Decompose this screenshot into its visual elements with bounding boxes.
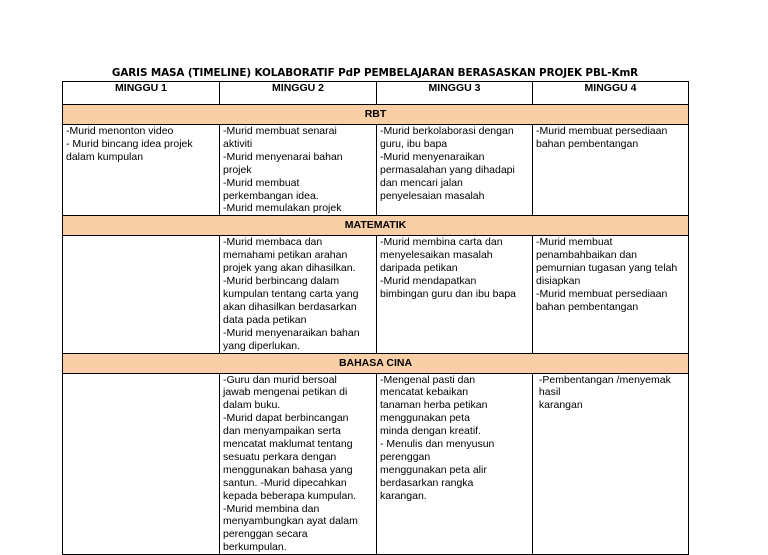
rbt-minggu-2: [220, 125, 377, 216]
bahasa-cina-minggu-2: [220, 373, 377, 555]
cell-text-line: projek: [223, 163, 252, 176]
cell-text-line: karangan.: [380, 489, 427, 502]
bahasa-cina-minggu-4: [533, 373, 689, 555]
cell-text-line: -Murid menyenaraikan: [380, 150, 485, 163]
cell-text-line: mencatat kebaikan: [380, 386, 469, 399]
cell-text-line: - Menulis dan menyusun: [380, 438, 495, 451]
cell-text-line: -Murid membuat persediaan: [536, 125, 668, 137]
cell-text-line: menggunakan peta: [380, 412, 470, 425]
cell-text-line: berkumpulan.: [223, 541, 287, 554]
cell-text-line: -Murid membuat persediaan: [536, 287, 668, 300]
cell-text-line: -Murid menyenarai bahan: [223, 150, 343, 163]
cell-text-line: -Mengenal pasti dan: [380, 373, 476, 386]
cell-text-line: -Murid membaca dan: [223, 236, 323, 249]
cell-text-line: mencatat maklumat tentang: [223, 438, 353, 451]
cell-text-line: dan menyampaikan serta: [223, 425, 341, 438]
cell-text-line: kepada beberapa kumpulan.: [223, 489, 357, 502]
content-row-bahasa-cina: [63, 373, 689, 555]
cell-text-line: yang diperlukan.: [223, 339, 301, 352]
matematik-minggu-3: [377, 236, 533, 353]
header-minggu-2: MINGGU 2: [220, 82, 377, 105]
section-label-bahasa-cina: BAHASA CINA: [63, 353, 689, 373]
timeline-table: [62, 81, 689, 555]
cell-text-line: perenggan secara: [223, 528, 308, 541]
cell-text-line: karangan: [536, 399, 583, 412]
cell-text-line: bimbingan guru dan ibu bapa: [380, 287, 517, 300]
cell-text-line: -Murid dapat berbincangan: [223, 412, 349, 425]
cell-text-line: - Murid bincang idea projek: [66, 137, 193, 150]
cell-text-line: permasalahan yang dihadapi: [380, 163, 515, 176]
cell-text-line: -Murid menonton video: [66, 125, 174, 137]
header-row: [63, 82, 689, 105]
cell-text-line: data pada petikan: [223, 313, 307, 326]
cell-text-line: tanaman herba petikan: [380, 399, 488, 412]
section-row-rbt: [63, 105, 689, 125]
cell-text-line: minda dengan kreatif.: [380, 425, 481, 438]
cell-text-line: -Murid membuat: [536, 236, 613, 249]
cell-text-line: penambahbaikan dan: [536, 249, 638, 262]
cell-text-line: bahan pembentangan: [536, 300, 639, 313]
cell-text-line: disiapkan: [536, 275, 581, 288]
cell-text-line: -Murid memulakan projek: [223, 202, 342, 215]
cell-text-line: dalam kumpulan: [66, 150, 144, 163]
cell-text-line: berdasarkan rangka: [380, 476, 474, 489]
cell-text-line: -Murid membuat: [223, 176, 300, 189]
cell-text-line: hasil: [536, 386, 561, 399]
cell-text-line: sesuatu perkara dengan: [223, 450, 337, 463]
section-label-rbt: RBT: [63, 105, 689, 125]
cell-text-line: kumpulan tentang carta yang: [223, 287, 359, 300]
header-minggu-4: MINGGU 4: [533, 82, 689, 105]
matematik-minggu-1: [63, 236, 220, 353]
header-minggu-3: MINGGU 3: [377, 82, 533, 105]
cell-text-line: -Murid membina dan: [223, 502, 320, 515]
rbt-minggu-1: [63, 125, 220, 216]
cell-text-line: perkembangan idea.: [223, 189, 319, 202]
cell-text-line: -Murid membuat senarai: [223, 125, 337, 137]
matematik-minggu-4: [533, 236, 689, 353]
cell-text-line: dalam buku.: [223, 399, 281, 412]
cell-text-line: guru, ibu bapa: [380, 137, 448, 150]
document-title: GARIS MASA (TIMELINE) KOLABORATIF PdP PEMBELAJARAN BERASASKAN PROJEK PBL-KmR: [111, 67, 639, 79]
cell-text-line: -Murid membina carta dan: [380, 236, 503, 249]
cell-text-line: -Guru dan murid bersoal: [223, 373, 337, 386]
cell-text-line: projek yang akan dihasilkan.: [223, 262, 356, 275]
cell-text-line: akan dihasilkan berdasarkan: [223, 300, 357, 313]
section-row-bahasa-cina: [63, 353, 689, 373]
cell-text-line: -Murid mendapatkan: [380, 275, 477, 288]
cell-text-line: jawab mengenai petikan di: [223, 386, 348, 399]
cell-text-line: -Pembentangan /menyemak: [536, 373, 671, 386]
rbt-minggu-4: [533, 125, 689, 216]
section-row-matematik: [63, 216, 689, 236]
cell-text-line: menyambungkan ayat dalam: [223, 515, 358, 528]
cell-text-line: santun. -Murid dipecahkan: [223, 476, 347, 489]
cell-text-line: aktiviti: [223, 137, 253, 150]
cell-text-line: -Murid berkolaborasi dengan: [380, 125, 514, 137]
cell-text-line: perenggan: [380, 450, 431, 463]
rbt-minggu-3: [377, 125, 533, 216]
bahasa-cina-minggu-3: [377, 373, 533, 555]
cell-text-line: pemurnian tugasan yang telah: [536, 262, 678, 275]
cell-text-line: memahami petikan arahan: [223, 249, 348, 262]
cell-text-line: -Murid menyenaraikan bahan: [223, 326, 360, 339]
cell-text-line: -Murid berbincang dalam: [223, 275, 340, 288]
section-label-matematik: MATEMATIK: [63, 216, 689, 236]
cell-text-line: menggunakan peta alir: [380, 463, 487, 476]
cell-text-line: bahan pembentangan: [536, 137, 639, 150]
cell-text-line: menggunakan bahasa yang: [223, 463, 353, 476]
bahasa-cina-minggu-1: [63, 373, 220, 555]
cell-text-line: daripada petikan: [380, 262, 458, 275]
content-row-matematik: [63, 236, 689, 353]
content-row-rbt: [63, 125, 689, 216]
cell-text-line: menyelesaikan masalah: [380, 249, 493, 262]
cell-text-line: dan mencari jalan: [380, 176, 463, 189]
matematik-minggu-2: [220, 236, 377, 353]
header-minggu-1: MINGGU 1: [63, 82, 220, 105]
cell-text-line: penyelesaian masalah: [380, 189, 485, 202]
